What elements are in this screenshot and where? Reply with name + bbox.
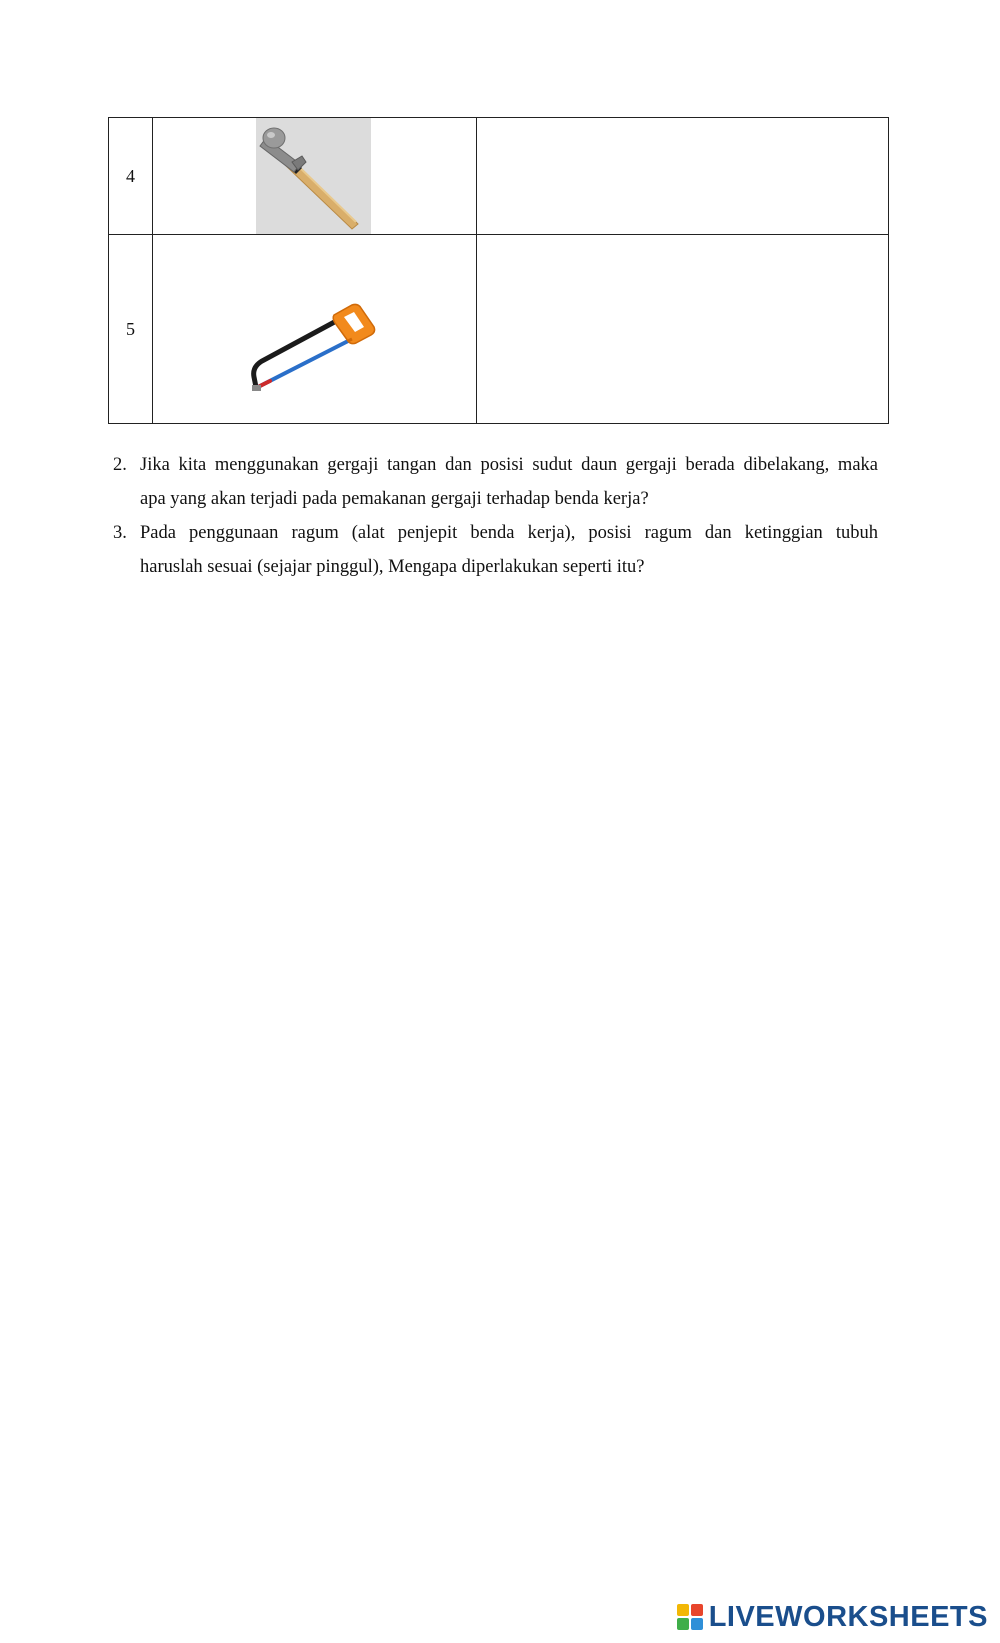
watermark-text: LIVEWORKSHEETS [708,1600,988,1633]
table-row [109,118,889,235]
tool-image-cell [153,235,477,424]
logo-square [677,1604,689,1616]
question-text-line: apa yang akan terjadi pada pemakanan gergaji terhadap benda kerja? [140,489,649,509]
logo-square [677,1618,689,1630]
answer-cell[interactable] [477,235,889,424]
logo-square [691,1604,703,1616]
row-number: 4 [109,118,153,235]
tools-table [108,117,889,424]
question-item [113,448,878,516]
question-text-line: Pada penggunaan ragum (alat penjepit benda kerja), posisi ragum dan ketinggian tubuh [140,523,878,543]
question-text-line: Jika kita menggunakan gergaji tangan dan posisi sudut daun gergaji berada dibelakang, maka [140,455,878,475]
question-text-line: haruslah sesuai (sejajar pinggul), Mengapa diperlakukan seperti itu? [140,557,645,577]
questions-list [113,448,878,584]
liveworksheets-watermark [677,1597,988,1637]
question-item [113,516,878,584]
question-number: 3. [113,523,127,543]
table-row [109,235,889,424]
answer-cell[interactable] [477,118,889,235]
ball-peen-hammer-icon [256,118,371,234]
row-number: 5 [109,235,153,424]
question-number: 2. [113,455,127,475]
logo-square [691,1618,703,1630]
hacksaw-icon [248,297,383,402]
liveworksheets-logo-icon [677,1604,703,1630]
tool-image-cell [153,118,477,235]
